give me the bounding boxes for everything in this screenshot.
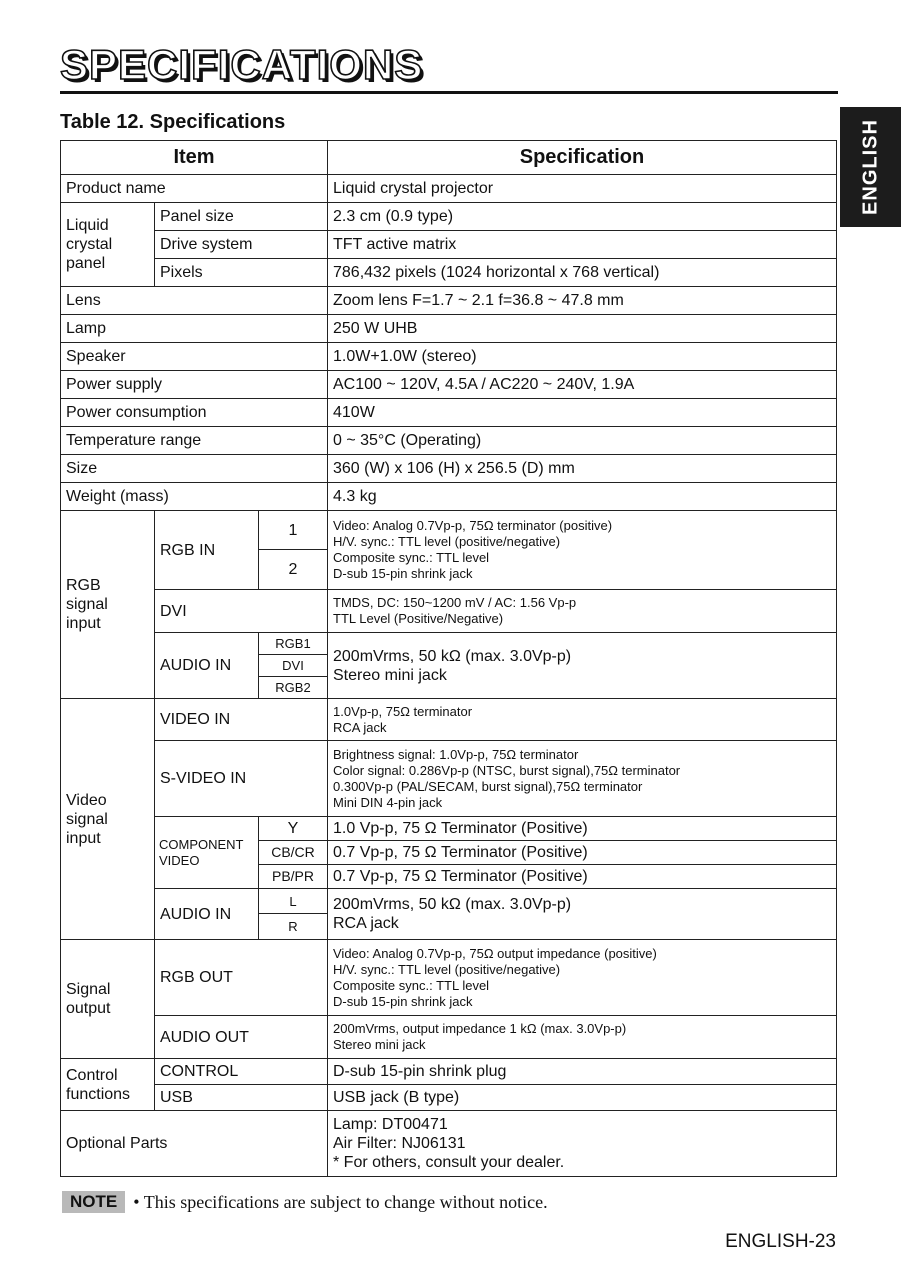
item-pixels: Pixels (155, 259, 328, 287)
item-temperature-range: Temperature range (61, 427, 328, 455)
spec-audio-out: 200mVrms, output impedance 1 kΩ (max. 3.0Vp-p) Stereo mini jack (328, 1016, 837, 1059)
item-usb: USB (155, 1085, 328, 1111)
spec-rgb-audio-in: 200mVrms, 50 kΩ (max. 3.0Vp-p) Stereo mini jack (328, 633, 837, 699)
audio-in-rgb1: RGB1 (259, 633, 328, 655)
spec-speaker: 1.0W+1.0W (stereo) (328, 343, 837, 371)
audio-in-r: R (259, 914, 328, 940)
spec-optional-parts: Lamp: DT00471 Air Filter: NJ06131 * For others, consult your dealer. (328, 1111, 837, 1177)
spec-lens: Zoom lens F=1.7 ~ 2.1 f=36.8 ~ 47.8 mm (328, 287, 837, 315)
spec-lamp: 250 W UHB (328, 315, 837, 343)
group-signal-output: Signal output (61, 940, 155, 1059)
item-rgb-in: RGB IN (155, 511, 259, 590)
component-cbcr-label: CB/CR (259, 841, 328, 865)
group-lcd-panel: Liquid crystal panel (61, 203, 155, 287)
audio-in-dvi: DVI (259, 655, 328, 677)
group-rgb-signal-input: RGB signal input (61, 511, 155, 699)
spec-rgb-out: Video: Analog 0.7Vp-p, 75Ω output impedance (positive) H/V. sync.: TTL level (positive/negative) Composite sync.: TTL level D-sub 15-pin shrink jack (328, 940, 837, 1016)
item-power-consumption: Power consumption (61, 399, 328, 427)
item-speaker: Speaker (61, 343, 328, 371)
rgb-in-port-2: 2 (259, 550, 328, 590)
item-power-supply: Power supply (61, 371, 328, 399)
spec-drive-system: TFT active matrix (328, 231, 837, 259)
group-video-signal-input: Video signal input (61, 699, 155, 940)
spec-dvi: TMDS, DC: 150~1200 mV / AC: 1.56 Vp-p TTL Level (Positive/Negative) (328, 590, 837, 633)
spec-pixels: 786,432 pixels (1024 horizontal x 768 vertical) (328, 259, 837, 287)
header-specification: Specification (328, 141, 837, 175)
note-badge: NOTE (62, 1191, 125, 1213)
spec-s-video-in: Brightness signal: 1.0Vp-p, 75Ω terminator Color signal: 0.286Vp-p (NTSC, burst signal),75Ω terminator 0.300Vp-p (PAL/SECAM, burst signal),75Ω terminator Mini DIN 4-pin jack (328, 741, 837, 817)
item-video-in: VIDEO IN (155, 699, 328, 741)
item-drive-system: Drive system (155, 231, 328, 259)
spec-temperature-range: 0 ~ 35°C (Operating) (328, 427, 837, 455)
spec-usb: USB jack (B type) (328, 1085, 837, 1111)
page-footer: ENGLISH-23 (725, 1231, 836, 1252)
group-control-functions: Control functions (61, 1059, 155, 1111)
note (62, 1191, 548, 1213)
item-dvi: DVI (155, 590, 328, 633)
spec-video-audio-in: 200mVrms, 50 kΩ (max. 3.0Vp-p) RCA jack (328, 889, 837, 940)
item-panel-size: Panel size (155, 203, 328, 231)
spec-component-y: 1.0 Vp-p, 75 Ω Terminator (Positive) (328, 817, 837, 841)
item-component-video: COMPONENT VIDEO (155, 817, 259, 889)
item-size: Size (61, 455, 328, 483)
spec-product-name: Liquid crystal projector (328, 175, 837, 203)
item-rgb-out: RGB OUT (155, 940, 328, 1016)
item-rgb-audio-in: AUDIO IN (155, 633, 259, 699)
spec-size: 360 (W) x 106 (H) x 256.5 (D) mm (328, 455, 837, 483)
spec-rgb-in: Video: Analog 0.7Vp-p, 75Ω terminator (positive) H/V. sync.: TTL level (positive/negative) Composite sync.: TTL level D-sub 15-pin shrink jack (328, 511, 837, 590)
item-optional-parts: Optional Parts (61, 1111, 328, 1177)
item-video-audio-in: AUDIO IN (155, 889, 259, 940)
rgb-in-port-1: 1 (259, 511, 328, 550)
item-product-name: Product name (61, 175, 328, 203)
component-pbpr-label: PB/PR (259, 865, 328, 889)
item-audio-out: AUDIO OUT (155, 1016, 328, 1059)
table-caption: Table 12. Specifications (60, 111, 286, 133)
language-tab-label: ENGLISH (859, 119, 881, 215)
spec-control: D-sub 15-pin shrink plug (328, 1059, 837, 1085)
page-title: SPECIFICATIONS (60, 41, 424, 88)
note-text: • This specifications are subject to change without notice. (133, 1191, 548, 1212)
header-item: Item (61, 141, 328, 175)
audio-in-l: L (259, 889, 328, 914)
spec-power-consumption: 410W (328, 399, 837, 427)
spec-video-in: 1.0Vp-p, 75Ω terminator RCA jack (328, 699, 837, 741)
item-weight: Weight (mass) (61, 483, 328, 511)
item-lamp: Lamp (61, 315, 328, 343)
language-tab (840, 107, 901, 227)
spec-weight: 4.3 kg (328, 483, 837, 511)
title-rule (60, 91, 838, 94)
item-lens: Lens (61, 287, 328, 315)
spec-panel-size: 2.3 cm (0.9 type) (328, 203, 837, 231)
audio-in-rgb2: RGB2 (259, 677, 328, 699)
spec-power-supply: AC100 ~ 120V, 4.5A / AC220 ~ 240V, 1.9A (328, 371, 837, 399)
spec-component-pbpr: 0.7 Vp-p, 75 Ω Terminator (Positive) (328, 865, 837, 889)
component-y-label: Y (259, 817, 328, 841)
item-s-video-in: S-VIDEO IN (155, 741, 328, 817)
item-control: CONTROL (155, 1059, 328, 1085)
specifications-table (60, 140, 837, 1177)
spec-component-cbcr: 0.7 Vp-p, 75 Ω Terminator (Positive) (328, 841, 837, 865)
